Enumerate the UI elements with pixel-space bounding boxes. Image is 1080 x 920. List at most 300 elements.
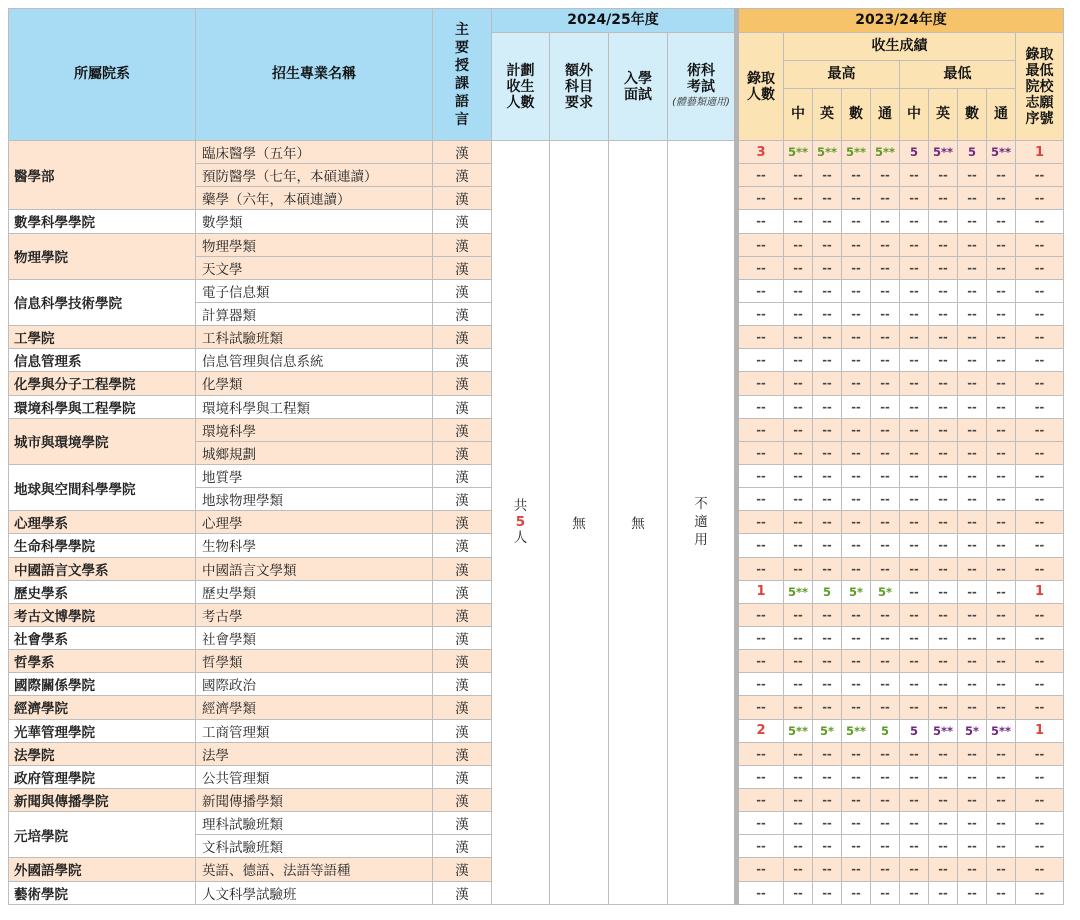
min-preference: --: [1016, 464, 1064, 487]
lowest-grade-value: --: [938, 885, 948, 900]
highest-grade: [784, 626, 813, 649]
highest-grade: [813, 164, 842, 187]
lowest-grade-value: --: [938, 538, 948, 553]
highest-grade: [813, 302, 842, 325]
lowest-grade: [929, 788, 958, 811]
highest-grade-value: --: [851, 885, 861, 900]
highest-grade-value: --: [851, 561, 861, 576]
admitted-count: --: [737, 650, 784, 673]
highest-grade-value: --: [851, 654, 861, 669]
highest-grade: [784, 326, 813, 349]
highest-grade-value: --: [851, 769, 861, 784]
subj-general-hi: 通: [871, 89, 900, 141]
highest-grade: [842, 187, 871, 210]
highest-grade: [871, 511, 900, 534]
highest-grade: [842, 326, 871, 349]
header-year-2324: 2023/24年度: [737, 9, 1064, 33]
highest-grade-value: --: [851, 746, 861, 761]
lowest-grade: [958, 812, 987, 835]
lowest-grade: [987, 187, 1016, 210]
teaching-language: 漢: [433, 372, 492, 395]
admitted-count: --: [737, 233, 784, 256]
highest-grade: [842, 696, 871, 719]
major-name: 工商管理類: [196, 719, 433, 742]
lowest-grade-value: --: [967, 237, 977, 252]
lowest-grade: [958, 395, 987, 418]
lowest-grade-value: --: [909, 631, 919, 646]
subj-chinese-lo: 中: [900, 89, 929, 141]
lowest-grade-value: --: [909, 469, 919, 484]
highest-grade: [842, 141, 871, 164]
lowest-grade-value: --: [967, 307, 977, 322]
highest-grade: [871, 626, 900, 649]
highest-grade: [813, 326, 842, 349]
lowest-grade: [900, 557, 929, 580]
lowest-grade: [958, 788, 987, 811]
highest-grade-value: --: [793, 283, 803, 298]
highest-grade: [813, 788, 842, 811]
highest-grade-value: --: [851, 283, 861, 298]
highest-grade: [813, 557, 842, 580]
highest-grade: [813, 395, 842, 418]
highest-grade: [842, 765, 871, 788]
highest-grade: [871, 464, 900, 487]
highest-grade-value: --: [793, 654, 803, 669]
highest-grade-value: --: [793, 677, 803, 692]
lowest-grade-value: --: [967, 538, 977, 553]
lowest-grade-value: --: [938, 584, 948, 599]
lowest-grade-value: --: [909, 538, 919, 553]
highest-grade-value: --: [822, 654, 832, 669]
highest-grade: [871, 835, 900, 858]
lowest-grade-value: --: [938, 862, 948, 877]
highest-grade: [842, 256, 871, 279]
lowest-grade-value: --: [938, 469, 948, 484]
highest-grade-value: --: [880, 885, 890, 900]
highest-grade-value: --: [880, 330, 890, 345]
lowest-grade-value: --: [938, 607, 948, 622]
min-preference: --: [1016, 858, 1064, 881]
admitted-count: --: [737, 742, 784, 765]
lowest-grade: [958, 349, 987, 372]
lowest-grade: [958, 488, 987, 511]
highest-grade: [842, 164, 871, 187]
lowest-grade-value: --: [909, 237, 919, 252]
lowest-grade: [958, 626, 987, 649]
highest-grade-value: --: [851, 631, 861, 646]
highest-grade: [842, 673, 871, 696]
lowest-grade: [900, 881, 929, 904]
highest-grade-value: 5**: [845, 723, 867, 738]
lowest-grade-value: --: [996, 283, 1006, 298]
lowest-grade-value: 5: [967, 145, 976, 160]
lowest-grade: [958, 835, 987, 858]
highest-grade-value: --: [851, 677, 861, 692]
teaching-language: 漢: [433, 580, 492, 603]
highest-grade-value: 5*: [819, 723, 834, 738]
lowest-grade: [929, 835, 958, 858]
highest-grade-value: --: [793, 769, 803, 784]
teaching-language: 漢: [433, 164, 492, 187]
lowest-grade: [929, 696, 958, 719]
highest-grade: [871, 141, 900, 164]
major-name: 天文學: [196, 256, 433, 279]
lowest-grade-value: --: [967, 607, 977, 622]
major-name: 預防醫學（七年，本碩連讀）: [196, 164, 433, 187]
table-row: [9, 141, 1064, 164]
major-name: 數學類: [196, 210, 433, 233]
highest-grade: [784, 511, 813, 534]
lowest-grade: [929, 441, 958, 464]
lowest-grade: [958, 187, 987, 210]
highest-grade: [813, 372, 842, 395]
major-name: 物理學類: [196, 233, 433, 256]
highest-grade: [871, 488, 900, 511]
min-preference: --: [1016, 256, 1064, 279]
lowest-grade: [929, 858, 958, 881]
lowest-grade: [900, 279, 929, 302]
highest-grade-value: --: [822, 631, 832, 646]
dept-name: 生命科學學院: [9, 534, 196, 557]
highest-grade-value: --: [880, 422, 890, 437]
lowest-grade: [900, 233, 929, 256]
min-preference: --: [1016, 441, 1064, 464]
lowest-grade: [987, 441, 1016, 464]
highest-grade: [784, 372, 813, 395]
lowest-grade-value: --: [909, 885, 919, 900]
highest-grade-value: --: [851, 862, 861, 877]
lowest-grade-value: --: [996, 793, 1006, 807]
highest-grade-value: 5**: [787, 723, 809, 738]
lowest-grade: [987, 765, 1016, 788]
highest-grade-value: --: [851, 839, 861, 854]
highest-grade: [871, 441, 900, 464]
highest-grade: [813, 858, 842, 881]
lowest-grade: [958, 441, 987, 464]
lowest-grade-value: --: [967, 700, 977, 715]
highest-grade: [784, 187, 813, 210]
dept-name: 物理學院: [9, 233, 196, 279]
lowest-grade: [987, 719, 1016, 742]
lowest-grade: [900, 580, 929, 603]
min-preference: --: [1016, 279, 1064, 302]
subj-general-lo: 通: [987, 89, 1016, 141]
admitted-count: --: [737, 881, 784, 904]
lowest-grade-value: --: [967, 561, 977, 576]
highest-grade-value: --: [793, 237, 803, 252]
header-year-2425: 2024/25年度: [492, 9, 737, 33]
lowest-grade: [958, 464, 987, 487]
lowest-grade: [900, 349, 929, 372]
highest-grade: [784, 279, 813, 302]
lowest-grade-value: --: [909, 816, 919, 831]
highest-grade: [842, 603, 871, 626]
lowest-grade-value: --: [967, 445, 977, 460]
dept-name: 城市與環境學院: [9, 418, 196, 464]
lowest-grade: [958, 141, 987, 164]
highest-grade: [842, 881, 871, 904]
highest-grade-value: 5*: [848, 584, 863, 599]
lowest-grade-value: --: [909, 422, 919, 437]
highest-grade: [842, 742, 871, 765]
lowest-grade-value: --: [967, 399, 977, 414]
highest-grade-value: --: [822, 538, 832, 553]
lowest-grade-value: --: [996, 469, 1006, 484]
highest-grade: [871, 788, 900, 811]
lowest-grade: [987, 279, 1016, 302]
header-min-pref: 錄取最低院校志願序號: [1016, 33, 1064, 141]
lowest-grade: [900, 372, 929, 395]
highest-grade-value: --: [851, 376, 861, 391]
highest-grade: [813, 881, 842, 904]
lowest-grade-value: --: [996, 769, 1006, 784]
lowest-grade-value: --: [996, 538, 1006, 553]
dept-name: 社會學系: [9, 626, 196, 649]
major-name: 中國語言文學類: [196, 557, 433, 580]
admitted-count: --: [737, 326, 784, 349]
major-name: 新聞傳播學類: [196, 788, 433, 811]
highest-grade: [813, 464, 842, 487]
lowest-grade: [929, 418, 958, 441]
admitted-count: --: [737, 187, 784, 210]
lowest-grade: [929, 372, 958, 395]
lowest-grade: [929, 673, 958, 696]
lowest-grade-value: --: [938, 769, 948, 784]
highest-grade: [871, 349, 900, 372]
teaching-language: 漢: [433, 858, 492, 881]
highest-grade: [842, 210, 871, 233]
lowest-grade-value: --: [938, 746, 948, 761]
highest-grade: [784, 418, 813, 441]
min-preference: --: [1016, 488, 1064, 511]
lowest-grade-value: --: [909, 607, 919, 622]
highest-grade-value: --: [793, 191, 803, 206]
dept-name: 歷史學系: [9, 580, 196, 603]
highest-grade-value: --: [822, 839, 832, 854]
highest-grade-value: --: [793, 746, 803, 761]
highest-grade: [784, 719, 813, 742]
lowest-grade-value: 5**: [932, 145, 954, 160]
highest-grade-value: --: [793, 353, 803, 368]
lowest-grade-value: --: [909, 353, 919, 368]
lowest-grade: [900, 164, 929, 187]
lowest-grade-value: --: [909, 584, 919, 599]
dept-name: 化學與分子工程學院: [9, 372, 196, 395]
highest-grade-value: --: [851, 469, 861, 484]
lowest-grade-value: --: [938, 353, 948, 368]
highest-grade: [813, 418, 842, 441]
lowest-grade-value: --: [996, 816, 1006, 831]
major-name: 地球物理學類: [196, 488, 433, 511]
admitted-count: --: [737, 464, 784, 487]
lowest-grade: [900, 788, 929, 811]
lowest-grade-value: --: [996, 631, 1006, 646]
lowest-grade-value: --: [967, 353, 977, 368]
highest-grade: [784, 210, 813, 233]
admitted-count: --: [737, 372, 784, 395]
highest-grade: [784, 141, 813, 164]
lowest-grade: [900, 534, 929, 557]
min-preference: --: [1016, 835, 1064, 858]
highest-grade-value: --: [851, 214, 861, 229]
highest-grade: [842, 511, 871, 534]
highest-grade-value: --: [822, 445, 832, 460]
major-name: 生物科學: [196, 534, 433, 557]
lowest-grade: [958, 673, 987, 696]
highest-grade: [813, 719, 842, 742]
teaching-language: 漢: [433, 302, 492, 325]
lowest-grade: [929, 210, 958, 233]
highest-grade-value: --: [880, 769, 890, 784]
lowest-grade-value: --: [938, 631, 948, 646]
teaching-language: 漢: [433, 765, 492, 788]
highest-grade: [784, 765, 813, 788]
lowest-grade-value: --: [996, 492, 1006, 507]
lowest-grade: [929, 812, 958, 835]
lowest-grade: [987, 673, 1016, 696]
lowest-grade-value: --: [967, 492, 977, 507]
highest-grade: [813, 441, 842, 464]
lowest-grade: [900, 210, 929, 233]
lowest-grade: [958, 858, 987, 881]
highest-grade-value: --: [822, 191, 832, 206]
teaching-language: 漢: [433, 696, 492, 719]
lowest-grade: [958, 696, 987, 719]
lowest-grade-value: --: [996, 307, 1006, 322]
highest-grade-value: --: [851, 816, 861, 831]
lowest-grade: [987, 696, 1016, 719]
lowest-grade: [929, 511, 958, 534]
highest-grade: [813, 765, 842, 788]
lowest-grade: [929, 881, 958, 904]
teaching-language: 漢: [433, 233, 492, 256]
highest-grade-value: --: [822, 214, 832, 229]
highest-grade-value: --: [822, 168, 832, 183]
highest-grade: [813, 141, 842, 164]
lowest-grade: [929, 650, 958, 673]
lowest-grade-value: --: [996, 260, 1006, 275]
highest-grade: [784, 395, 813, 418]
plan-suffix: 人: [513, 530, 528, 547]
major-name: 理科試驗班類: [196, 812, 433, 835]
lowest-grade: [958, 742, 987, 765]
highest-grade-value: --: [822, 607, 832, 622]
highest-grade: [813, 835, 842, 858]
header-extra: 額外科目要求: [550, 33, 609, 141]
highest-grade-value: --: [880, 237, 890, 252]
lowest-grade: [987, 488, 1016, 511]
highest-grade-value: --: [851, 538, 861, 553]
lowest-grade-value: --: [909, 561, 919, 576]
lowest-grade-value: --: [938, 654, 948, 669]
highest-grade-value: --: [793, 631, 803, 646]
lowest-grade: [958, 326, 987, 349]
lowest-grade: [929, 626, 958, 649]
min-preference: --: [1016, 881, 1064, 904]
lowest-grade-value: --: [967, 677, 977, 692]
admitted-count: --: [737, 765, 784, 788]
highest-grade: [784, 580, 813, 603]
highest-grade: [842, 488, 871, 511]
major-name: 環境科學與工程類: [196, 395, 433, 418]
lowest-grade: [987, 464, 1016, 487]
highest-grade-value: --: [851, 492, 861, 507]
admitted-count: --: [737, 441, 784, 464]
teaching-language: 漢: [433, 603, 492, 626]
highest-grade: [784, 302, 813, 325]
highest-grade: [784, 441, 813, 464]
dept-name: 法學院: [9, 742, 196, 765]
highest-grade-value: --: [793, 561, 803, 576]
lowest-grade-value: --: [909, 307, 919, 322]
highest-grade: [871, 279, 900, 302]
min-preference: --: [1016, 673, 1064, 696]
lowest-grade-value: --: [938, 700, 948, 715]
lowest-grade: [987, 557, 1016, 580]
subj-math-lo: 數: [958, 89, 987, 141]
teaching-language: 漢: [433, 326, 492, 349]
lowest-grade: [929, 233, 958, 256]
major-name: 地質學: [196, 464, 433, 487]
major-name: 信息管理與信息系統: [196, 349, 433, 372]
highest-grade-value: --: [822, 422, 832, 437]
lowest-grade: [987, 141, 1016, 164]
highest-grade-value: --: [822, 746, 832, 761]
lowest-grade: [900, 441, 929, 464]
dept-name: 新聞與傳播學院: [9, 788, 196, 811]
teaching-language: 漢: [433, 673, 492, 696]
highest-grade-value: --: [793, 700, 803, 715]
teaching-language: 漢: [433, 464, 492, 487]
highest-grade: [813, 187, 842, 210]
highest-grade: [842, 835, 871, 858]
lowest-grade-value: --: [967, 862, 977, 877]
lowest-grade: [958, 765, 987, 788]
highest-grade: [871, 395, 900, 418]
lowest-grade: [900, 464, 929, 487]
min-preference: --: [1016, 164, 1064, 187]
lowest-grade: [958, 557, 987, 580]
lowest-grade-value: --: [938, 399, 948, 414]
lowest-grade-value: --: [967, 584, 977, 599]
highest-grade: [871, 557, 900, 580]
highest-grade-value: --: [880, 168, 890, 183]
highest-grade-value: --: [851, 700, 861, 715]
lowest-grade: [958, 233, 987, 256]
header-dept: 所屬院系: [9, 9, 196, 141]
min-preference: --: [1016, 603, 1064, 626]
dept-name: 政府管理學院: [9, 765, 196, 788]
lowest-grade-value: --: [996, 399, 1006, 414]
highest-grade-value: --: [880, 283, 890, 298]
highest-grade-value: --: [822, 793, 832, 807]
teaching-language: 漢: [433, 788, 492, 811]
min-preference: --: [1016, 534, 1064, 557]
highest-grade: [813, 256, 842, 279]
highest-grade-value: --: [851, 607, 861, 622]
highest-grade: [842, 349, 871, 372]
highest-grade: [813, 696, 842, 719]
highest-grade-value: --: [851, 793, 861, 807]
highest-grade-value: --: [851, 168, 861, 183]
highest-grade: [813, 488, 842, 511]
lowest-grade: [987, 326, 1016, 349]
lowest-grade-value: --: [938, 168, 948, 183]
lowest-grade-value: --: [996, 422, 1006, 437]
lowest-grade: [958, 881, 987, 904]
lowest-grade: [900, 603, 929, 626]
interview-cell: 無: [609, 141, 668, 905]
